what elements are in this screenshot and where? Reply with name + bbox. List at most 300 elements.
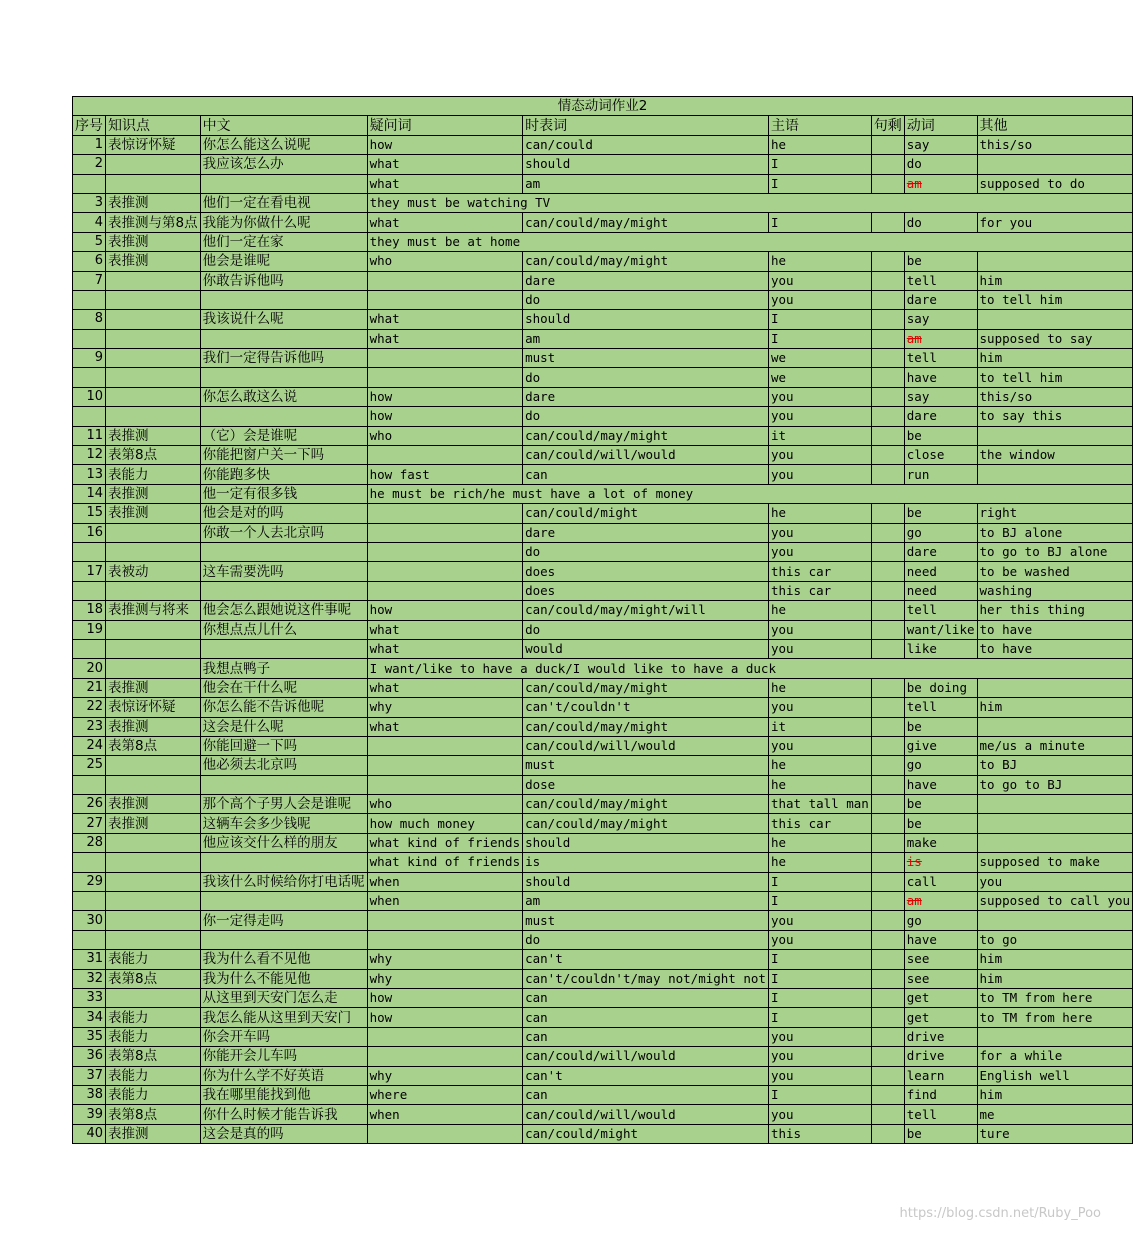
row-number-cell[interactable]: 26 — [73, 795, 106, 814]
table-cell[interactable] — [904, 892, 977, 911]
table-cell[interactable]: 他会是谁呢 — [200, 252, 367, 271]
table-cell[interactable]: he — [768, 756, 871, 775]
table-cell[interactable] — [871, 969, 904, 988]
table-cell[interactable]: 他一定有很多钱 — [200, 484, 367, 503]
table-cell[interactable]: 表第8点 — [106, 446, 201, 465]
table-cell[interactable] — [977, 678, 1133, 697]
table-cell[interactable] — [871, 252, 904, 271]
table-cell[interactable] — [106, 620, 201, 639]
table-cell[interactable]: this car — [768, 581, 871, 600]
table-cell[interactable]: do — [904, 213, 977, 232]
row-number-cell[interactable] — [73, 892, 106, 911]
table-cell[interactable]: do — [523, 290, 769, 309]
table-cell[interactable]: I — [768, 155, 871, 174]
table-cell[interactable]: am — [523, 329, 769, 348]
table-cell[interactable] — [871, 368, 904, 387]
table-cell[interactable]: tell — [904, 349, 977, 368]
table-cell[interactable] — [106, 387, 201, 406]
table-cell[interactable]: be doing — [904, 678, 977, 697]
table-cell[interactable] — [106, 329, 201, 348]
row-number-cell[interactable]: 38 — [73, 1085, 106, 1104]
table-cell[interactable]: he — [768, 775, 871, 794]
table-cell[interactable] — [200, 581, 367, 600]
table-cell[interactable]: 表能力 — [106, 1008, 201, 1027]
table-cell[interactable]: be — [904, 504, 977, 523]
row-number-cell[interactable] — [73, 639, 106, 658]
table-cell[interactable]: supposed to call you — [977, 892, 1133, 911]
table-cell[interactable]: does — [523, 562, 769, 581]
row-number-cell[interactable]: 21 — [73, 678, 106, 697]
table-cell[interactable] — [106, 407, 201, 426]
table-cell[interactable]: do — [523, 930, 769, 949]
row-number-cell[interactable]: 29 — [73, 872, 106, 891]
table-cell[interactable]: run — [904, 465, 977, 484]
table-cell[interactable]: do — [523, 368, 769, 387]
table-cell[interactable]: 表能力 — [106, 465, 201, 484]
table-cell[interactable] — [367, 911, 523, 930]
table-cell[interactable] — [904, 174, 977, 193]
table-cell[interactable]: be — [904, 814, 977, 833]
table-cell[interactable]: 表推测与将来 — [106, 601, 201, 620]
table-cell[interactable]: her this thing — [977, 601, 1133, 620]
table-cell[interactable]: him — [977, 1085, 1133, 1104]
table-cell[interactable] — [977, 310, 1133, 329]
table-cell[interactable]: say — [904, 387, 977, 406]
row-number-cell[interactable]: 20 — [73, 659, 106, 678]
table-cell[interactable] — [871, 1085, 904, 1104]
table-cell[interactable]: do — [523, 407, 769, 426]
table-cell[interactable]: dare — [904, 290, 977, 309]
table-cell[interactable]: 你能把窗户关一下吗 — [200, 446, 367, 465]
table-cell[interactable]: you — [768, 446, 871, 465]
table-cell[interactable] — [871, 698, 904, 717]
table-cell[interactable]: I — [768, 969, 871, 988]
table-cell[interactable]: be — [904, 795, 977, 814]
header-cell[interactable]: 动词 — [904, 116, 977, 135]
table-cell[interactable] — [106, 756, 201, 775]
table-cell[interactable]: he — [768, 833, 871, 852]
header-cell[interactable]: 疑问词 — [367, 116, 523, 135]
table-cell[interactable]: give — [904, 736, 977, 755]
table-cell[interactable]: can/could/will/would — [523, 1105, 769, 1124]
table-cell[interactable] — [367, 1027, 523, 1046]
row-number-cell[interactable] — [73, 775, 106, 794]
table-cell[interactable]: I — [768, 1085, 871, 1104]
table-cell[interactable]: need — [904, 562, 977, 581]
table-cell[interactable]: must — [523, 349, 769, 368]
row-number-cell[interactable]: 9 — [73, 349, 106, 368]
table-cell[interactable] — [871, 872, 904, 891]
table-cell[interactable]: to tell him — [977, 290, 1133, 309]
table-cell[interactable]: can/could/may/might — [523, 717, 769, 736]
table-cell[interactable]: to BJ — [977, 756, 1133, 775]
table-cell[interactable]: 表能力 — [106, 950, 201, 969]
row-number-cell[interactable]: 25 — [73, 756, 106, 775]
row-number-cell[interactable]: 37 — [73, 1066, 106, 1085]
table-cell[interactable] — [871, 407, 904, 426]
table-cell[interactable]: can/could/will/would — [523, 446, 769, 465]
table-cell[interactable]: can/could/may/might — [523, 814, 769, 833]
table-cell[interactable] — [367, 446, 523, 465]
header-cell[interactable]: 其他 — [977, 116, 1133, 135]
table-cell[interactable]: learn — [904, 1066, 977, 1085]
table-cell[interactable]: drive — [904, 1047, 977, 1066]
table-cell[interactable]: to go to BJ alone — [977, 542, 1133, 561]
table-cell[interactable]: can't/couldn't — [523, 698, 769, 717]
table-cell[interactable] — [367, 562, 523, 581]
table-cell[interactable]: how — [367, 601, 523, 620]
table-cell[interactable]: he — [768, 135, 871, 154]
table-cell[interactable] — [106, 174, 201, 193]
table-cell[interactable]: you — [768, 387, 871, 406]
table-cell[interactable]: to have — [977, 639, 1133, 658]
table-cell[interactable]: how fast — [367, 465, 523, 484]
table-cell[interactable]: tell — [904, 698, 977, 717]
table-cell[interactable]: 表第8点 — [106, 1105, 201, 1124]
table-cell[interactable] — [977, 717, 1133, 736]
table-cell[interactable]: can/could/may/might — [523, 426, 769, 445]
row-number-cell[interactable]: 12 — [73, 446, 106, 465]
table-cell[interactable]: see — [904, 969, 977, 988]
table-cell[interactable] — [871, 988, 904, 1007]
table-cell[interactable]: 那个高个子男人会是谁呢 — [200, 795, 367, 814]
table-cell[interactable] — [106, 872, 201, 891]
table-cell[interactable]: 你为什么学不好英语 — [200, 1066, 367, 1085]
table-cell[interactable] — [977, 426, 1133, 445]
table-cell[interactable] — [871, 213, 904, 232]
row-number-cell[interactable]: 6 — [73, 252, 106, 271]
table-cell[interactable] — [871, 1066, 904, 1085]
table-cell[interactable] — [106, 911, 201, 930]
table-cell[interactable] — [977, 465, 1133, 484]
table-cell[interactable]: 我为什么不能见他 — [200, 969, 367, 988]
table-cell[interactable]: this car — [768, 814, 871, 833]
header-cell[interactable]: 主语 — [768, 116, 871, 135]
table-cell[interactable]: you — [768, 911, 871, 930]
table-cell[interactable] — [871, 174, 904, 193]
table-cell[interactable] — [871, 1124, 904, 1143]
table-cell[interactable]: can — [523, 1027, 769, 1046]
table-cell[interactable]: 从这里到天安门怎么走 — [200, 988, 367, 1007]
table-cell[interactable] — [871, 601, 904, 620]
table-cell[interactable] — [871, 465, 904, 484]
table-cell[interactable] — [367, 1047, 523, 1066]
table-cell[interactable]: what — [367, 620, 523, 639]
table-cell[interactable]: why — [367, 1066, 523, 1085]
header-cell[interactable]: 知识点 — [106, 116, 201, 135]
table-cell[interactable]: 表推测 — [106, 814, 201, 833]
row-number-cell[interactable]: 36 — [73, 1047, 106, 1066]
table-cell[interactable]: 他会在干什么呢 — [200, 678, 367, 697]
table-cell[interactable]: have — [904, 775, 977, 794]
table-cell[interactable]: （它）会是谁呢 — [200, 426, 367, 445]
row-number-cell[interactable]: 10 — [73, 387, 106, 406]
table-cell[interactable]: to have — [977, 620, 1133, 639]
table-cell[interactable]: do — [523, 620, 769, 639]
table-cell[interactable]: why — [367, 698, 523, 717]
table-cell[interactable] — [106, 930, 201, 949]
table-cell[interactable]: am — [523, 174, 769, 193]
table-cell[interactable] — [871, 349, 904, 368]
table-cell[interactable]: call — [904, 872, 977, 891]
table-cell[interactable]: we — [768, 349, 871, 368]
row-number-cell[interactable]: 31 — [73, 950, 106, 969]
row-number-cell[interactable]: 18 — [73, 601, 106, 620]
table-cell[interactable]: go — [904, 756, 977, 775]
table-cell[interactable]: can/could/may/might — [523, 795, 769, 814]
table-cell[interactable]: does — [523, 581, 769, 600]
table-cell[interactable]: 这车需要洗吗 — [200, 562, 367, 581]
table-cell[interactable]: me/us a minute — [977, 736, 1133, 755]
table-cell[interactable]: 表推测 — [106, 678, 201, 697]
row-number-cell[interactable]: 28 — [73, 833, 106, 852]
row-number-cell[interactable]: 35 — [73, 1027, 106, 1046]
table-cell[interactable]: do — [523, 542, 769, 561]
table-cell[interactable] — [871, 795, 904, 814]
table-cell[interactable] — [904, 329, 977, 348]
table-cell[interactable]: who — [367, 252, 523, 271]
table-cell[interactable]: can/could/will/would — [523, 736, 769, 755]
table-cell[interactable] — [106, 853, 201, 872]
table-cell[interactable]: 我该什么时候给你打电话呢 — [200, 872, 367, 891]
table-cell[interactable]: 表推测 — [106, 193, 201, 212]
row-number-cell[interactable] — [73, 368, 106, 387]
table-cell[interactable]: 我为什么看不见他 — [200, 950, 367, 969]
table-cell[interactable]: they must be watching TV — [367, 193, 1132, 212]
table-cell[interactable]: I — [768, 892, 871, 911]
table-cell[interactable]: dose — [523, 775, 769, 794]
table-cell[interactable]: 这辆车会多少钱呢 — [200, 814, 367, 833]
table-cell[interactable]: supposed to say — [977, 329, 1133, 348]
row-number-cell[interactable]: 5 — [73, 232, 106, 251]
table-cell[interactable] — [106, 310, 201, 329]
table-cell[interactable]: this/so — [977, 387, 1133, 406]
table-cell[interactable]: this car — [768, 562, 871, 581]
table-cell[interactable]: he — [768, 504, 871, 523]
table-cell[interactable]: dare — [523, 387, 769, 406]
table-cell[interactable]: 你敢告诉他吗 — [200, 271, 367, 290]
table-cell[interactable] — [871, 775, 904, 794]
table-cell[interactable]: can — [523, 1008, 769, 1027]
table-cell[interactable]: can — [523, 1085, 769, 1104]
table-cell[interactable]: should — [523, 833, 769, 852]
table-cell[interactable]: 他必须去北京吗 — [200, 756, 367, 775]
table-cell[interactable] — [106, 155, 201, 174]
table-cell[interactable] — [871, 387, 904, 406]
table-cell[interactable]: what — [367, 310, 523, 329]
table-cell[interactable]: it — [768, 426, 871, 445]
table-cell[interactable]: it — [768, 717, 871, 736]
table-cell[interactable]: right — [977, 504, 1133, 523]
table-cell[interactable]: to go to BJ — [977, 775, 1133, 794]
table-cell[interactable]: get — [904, 1008, 977, 1027]
table-cell[interactable]: 你能开会儿车吗 — [200, 1047, 367, 1066]
row-number-cell[interactable]: 3 — [73, 193, 106, 212]
table-cell[interactable]: can — [523, 988, 769, 1007]
table-cell[interactable] — [367, 504, 523, 523]
table-cell[interactable]: 表能力 — [106, 1085, 201, 1104]
table-cell[interactable]: 表推测 — [106, 232, 201, 251]
table-cell[interactable] — [871, 930, 904, 949]
table-cell[interactable]: how — [367, 387, 523, 406]
table-cell[interactable]: I — [768, 174, 871, 193]
table-cell[interactable] — [871, 135, 904, 154]
table-cell[interactable]: 你能回避一下吗 — [200, 736, 367, 755]
table-cell[interactable]: you — [768, 1047, 871, 1066]
table-cell[interactable]: like — [904, 639, 977, 658]
table-cell[interactable]: is — [523, 853, 769, 872]
table-cell[interactable]: close — [904, 446, 977, 465]
table-cell[interactable]: be — [904, 426, 977, 445]
table-cell[interactable]: what kind of friends — [367, 853, 523, 872]
table-cell[interactable] — [871, 853, 904, 872]
table-cell[interactable]: you — [768, 523, 871, 542]
table-cell[interactable] — [871, 446, 904, 465]
table-cell[interactable]: him — [977, 950, 1133, 969]
table-cell[interactable]: 我应该怎么办 — [200, 155, 367, 174]
row-number-cell[interactable] — [73, 329, 106, 348]
table-cell[interactable]: where — [367, 1085, 523, 1104]
table-cell[interactable]: him — [977, 349, 1133, 368]
table-cell[interactable] — [367, 542, 523, 561]
table-cell[interactable]: 表推测 — [106, 717, 201, 736]
table-cell[interactable] — [200, 329, 367, 348]
table-cell[interactable]: be — [904, 1124, 977, 1143]
table-cell[interactable] — [367, 756, 523, 775]
table-cell[interactable]: when — [367, 892, 523, 911]
table-cell[interactable]: should — [523, 155, 769, 174]
table-cell[interactable]: 我想点鸭子 — [200, 659, 367, 678]
table-cell[interactable] — [871, 911, 904, 930]
table-cell[interactable]: 表能力 — [106, 1027, 201, 1046]
table-cell[interactable]: tell — [904, 601, 977, 620]
table-cell[interactable] — [200, 542, 367, 561]
table-cell[interactable] — [871, 562, 904, 581]
table-cell[interactable] — [367, 271, 523, 290]
table-cell[interactable]: I — [768, 988, 871, 1007]
table-cell[interactable]: must — [523, 756, 769, 775]
row-number-cell[interactable]: 11 — [73, 426, 106, 445]
table-cell[interactable]: 表推测 — [106, 504, 201, 523]
table-cell[interactable]: I — [768, 950, 871, 969]
table-cell[interactable]: 我能为你做什么呢 — [200, 213, 367, 232]
row-number-cell[interactable]: 1 — [73, 135, 106, 154]
table-cell[interactable]: 表推测 — [106, 1124, 201, 1143]
table-cell[interactable]: you — [768, 736, 871, 755]
table-cell[interactable]: tell — [904, 1105, 977, 1124]
table-cell[interactable]: 你一定得走吗 — [200, 911, 367, 930]
table-cell[interactable]: can't — [523, 1066, 769, 1085]
table-cell[interactable]: who — [367, 426, 523, 445]
table-cell[interactable]: 他们一定在看电视 — [200, 193, 367, 212]
table-cell[interactable] — [871, 833, 904, 852]
table-cell[interactable]: dare — [904, 542, 977, 561]
table-cell[interactable] — [871, 504, 904, 523]
table-cell[interactable]: 表推测 — [106, 795, 201, 814]
table-cell[interactable]: him — [977, 698, 1133, 717]
table-cell[interactable] — [106, 639, 201, 658]
table-cell[interactable] — [200, 892, 367, 911]
table-cell[interactable]: to BJ alone — [977, 523, 1133, 542]
table-cell[interactable]: 他应该交什么样的朋友 — [200, 833, 367, 852]
table-cell[interactable]: drive — [904, 1027, 977, 1046]
row-number-cell[interactable]: 30 — [73, 911, 106, 930]
table-cell[interactable]: dare — [523, 271, 769, 290]
table-cell[interactable]: 他会怎么跟她说这件事呢 — [200, 601, 367, 620]
row-number-cell[interactable]: 4 — [73, 213, 106, 232]
table-cell[interactable]: 他们一定在家 — [200, 232, 367, 251]
header-cell[interactable]: 序号 — [73, 116, 106, 135]
table-cell[interactable]: what — [367, 678, 523, 697]
table-cell[interactable]: they must be at home — [367, 232, 1132, 251]
table-cell[interactable]: supposed to do — [977, 174, 1133, 193]
table-cell[interactable]: 你想点点儿什么 — [200, 620, 367, 639]
table-cell[interactable] — [871, 290, 904, 309]
table-cell[interactable]: make — [904, 833, 977, 852]
table-cell[interactable] — [871, 1008, 904, 1027]
table-cell[interactable] — [106, 523, 201, 542]
table-cell[interactable]: need — [904, 581, 977, 600]
table-cell[interactable]: how — [367, 407, 523, 426]
row-number-cell[interactable] — [73, 542, 106, 561]
table-cell[interactable] — [367, 775, 523, 794]
table-cell[interactable]: can/could — [523, 135, 769, 154]
table-cell[interactable]: we — [768, 368, 871, 387]
table-cell[interactable] — [871, 620, 904, 639]
table-cell[interactable] — [106, 892, 201, 911]
table-cell[interactable]: can/could/may/might/will — [523, 601, 769, 620]
table-cell[interactable] — [367, 1124, 523, 1143]
row-number-cell[interactable] — [73, 174, 106, 193]
table-cell[interactable] — [871, 542, 904, 561]
table-cell[interactable]: me — [977, 1105, 1133, 1124]
table-cell[interactable]: 表推测与第8点 — [106, 213, 201, 232]
table-cell[interactable] — [106, 833, 201, 852]
table-cell[interactable]: 他会是对的吗 — [200, 504, 367, 523]
table-cell[interactable]: 你怎么敢这么说 — [200, 387, 367, 406]
table-cell[interactable] — [200, 639, 367, 658]
table-cell[interactable]: when — [367, 872, 523, 891]
table-cell[interactable] — [904, 853, 977, 872]
row-number-cell[interactable]: 22 — [73, 698, 106, 717]
row-number-cell[interactable]: 33 — [73, 988, 106, 1007]
table-cell[interactable] — [367, 930, 523, 949]
table-cell[interactable]: 表惊讶怀疑 — [106, 135, 201, 154]
table-cell[interactable] — [871, 155, 904, 174]
table-cell[interactable] — [106, 581, 201, 600]
header-cell[interactable]: 句剩 — [871, 116, 904, 135]
table-cell[interactable] — [977, 814, 1133, 833]
table-cell[interactable]: 表推测 — [106, 484, 201, 503]
table-cell[interactable]: to be washed — [977, 562, 1133, 581]
table-cell[interactable]: 表第8点 — [106, 736, 201, 755]
table-cell[interactable] — [200, 775, 367, 794]
table-cell[interactable] — [367, 736, 523, 755]
table-cell[interactable]: he — [768, 678, 871, 697]
table-cell[interactable]: can't/couldn't/may not/might not — [523, 969, 769, 988]
table-cell[interactable]: can/could/may/might — [523, 213, 769, 232]
table-cell[interactable] — [871, 1047, 904, 1066]
table-cell[interactable] — [977, 911, 1133, 930]
table-cell[interactable]: I — [768, 1008, 871, 1027]
table-cell[interactable]: see — [904, 950, 977, 969]
table-cell[interactable] — [200, 930, 367, 949]
table-cell[interactable]: I — [768, 872, 871, 891]
table-cell[interactable]: you — [768, 407, 871, 426]
table-cell[interactable]: can — [523, 465, 769, 484]
table-cell[interactable]: how — [367, 135, 523, 154]
row-number-cell[interactable]: 17 — [73, 562, 106, 581]
